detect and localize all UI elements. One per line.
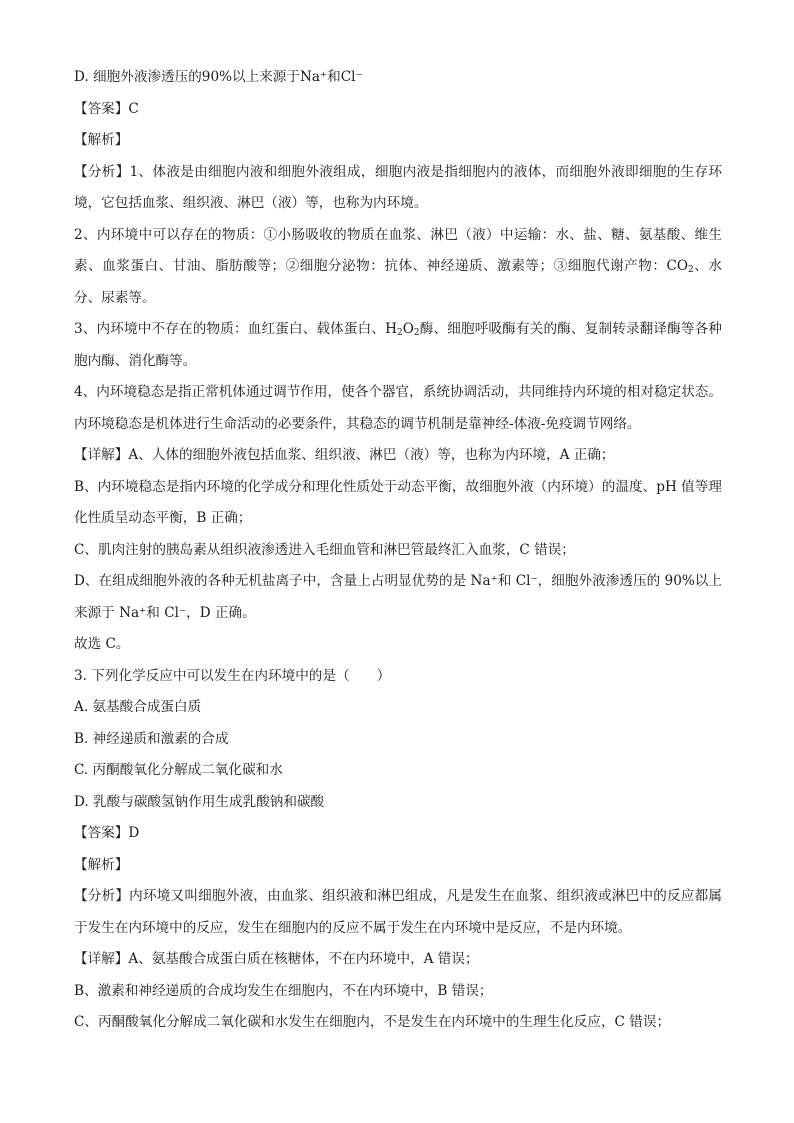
q3-option-b: B. 神经递质和激素的合成 <box>74 730 229 747</box>
q2-detail-a: 【详解】A、人体的细胞外液包括血浆、组织液、淋巴（液）等，也称为内环境，A 正确； <box>74 447 615 463</box>
q2-analysis-point-3-text: 3、内环境中不存在的物质：血红蛋白、载体蛋白、H <box>74 321 398 337</box>
q3-option-c: C. 丙酮酸氧化分解成二氧化碳和水 <box>74 762 283 778</box>
q3-option-a: A. 氨基酸合成蛋白质 <box>74 699 202 715</box>
q2-detail-b: B、内环境稳态是指内环境的化学成分和理化性质处于动态平衡，故细胞外液（内环境）的温度、pH 值等理化性质呈动态平衡，B 正确； <box>74 478 722 526</box>
q3-detail-a: 【详解】A、氨基酸合成蛋白质在核糖体，不在内环境中，A 错误； <box>74 951 479 967</box>
q2-option-d: D. 细胞外液渗透压的90%以上来源于Na⁺和Cl⁻ <box>74 69 363 85</box>
q2-analysis-point-2 <box>74 220 722 315</box>
q2-analysis-point-3-tail: 酶、细胞呼吸酶有关的酶、复制转录翻译酶等各种胞内酶、消化酶等。 <box>74 321 722 369</box>
q3-analysis: 【分析】内环境又叫细胞外液，由血浆、组织液和淋巴组成，凡是发生在血浆、组织液或淋巴中的反应都属于发生在内环境中的反应，发生在细胞内的反应不属于发生在内环境中是反应，不是内环境。 <box>74 888 722 936</box>
q2-detail-c: C、肌肉注射的胰岛素从组织液渗透进入毛细血管和淋巴管最终汇入血浆，C 错误； <box>74 541 575 558</box>
q3-option-d: D. 乳酸与碳酸氢钠作用生成乳酸钠和碳酸 <box>74 793 325 810</box>
q2-analysis-point-2-tail: 、水分、尿素等。 <box>74 258 722 306</box>
q3-analysis-heading: 【解析】 <box>74 856 129 873</box>
q2-analysis-point-1: 【分析】1、体液是由细胞内液和细胞外液组成，细胞内液是指细胞内的液体，而细胞外液即细胞的生存环境，它包括血浆、组织液、淋巴（液）等，也称为内环境。 <box>74 163 722 211</box>
q2-answer: 【答案】C <box>74 100 139 117</box>
q3-stem: 3. 下列化学反应中可以发生在内环境中的是（ ） <box>74 667 391 684</box>
q2-analysis-point-3 <box>74 314 722 377</box>
o-letter: O <box>402 321 414 337</box>
o2-subscript: 2 <box>413 328 420 338</box>
q2-analysis-point-4: 4、内环境稳态是指正常机体通过调节作用，使各个器官，系统协调活动，共同维持内环境的相对稳定状态。内环境稳态是机体进行生命活动的必要条件，其稳态的调节机制是靠神经-体液-免疫调节网络。 <box>74 384 722 432</box>
q2-analysis-point-2-text: 2、内环境中可以存在的物质：①小肠吸收的物质在血浆、淋巴（液）中运输：水、盐、糖、氨基酸、维生素、血浆蛋白、甘油、脂肪酸等；②细胞分泌物：抗体、神经递质、激素等；③细胞代谢产物：CO <box>74 226 722 274</box>
q3-detail-c: C、丙酮酸氧化分解成二氧化碳和水发生在细胞内，不是发生在内环境中的生理生化反应，C 错误； <box>74 1014 671 1030</box>
q2-detail-d: D、在组成细胞外液的各种无机盐离子中，含量上占明显优势的是 Na⁺和 Cl⁻，细胞外液渗透压的 90%以上来源于 Na⁺和 Cl⁻，D 正确。 <box>74 573 722 621</box>
q2-conclusion: 故选 C。 <box>74 636 130 652</box>
q3-detail-b: B、激素和神经递质的合成均发生在细胞内，不在内环境中，B 错误； <box>74 982 493 999</box>
h2-subscript: 2 <box>397 328 403 338</box>
q2-analysis-heading: 【解析】 <box>74 132 129 148</box>
document-page <box>74 62 722 1039</box>
q3-answer: 【答案】D <box>74 825 140 841</box>
co2-subscript: 2 <box>688 265 694 275</box>
